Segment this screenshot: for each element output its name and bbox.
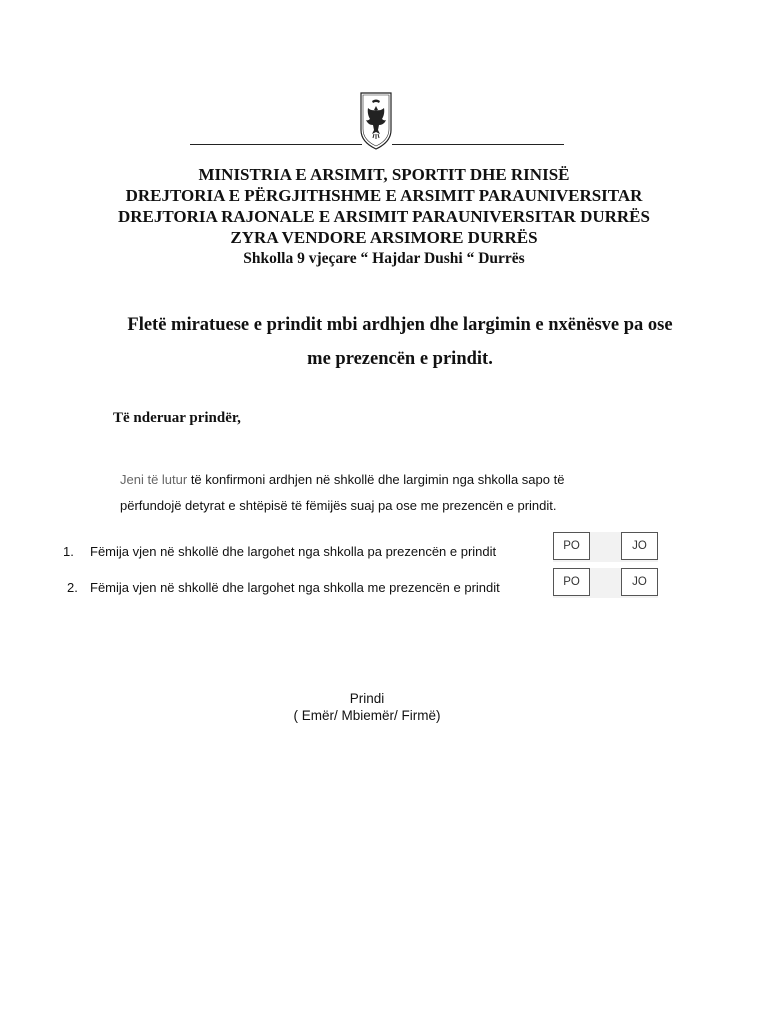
- option-number: 1.: [63, 544, 74, 559]
- intro-lead: Jeni të lutur: [120, 472, 188, 487]
- intro-paragraph: [120, 467, 600, 519]
- option-1-yes-checkbox[interactable]: PO: [553, 532, 590, 560]
- title-line-1: Fletë miratuese e prindit mbi ardhjen dhe largimin e nxënësve pa ose: [127, 315, 673, 335]
- signature-block: [0, 690, 734, 724]
- directorate-general-line: DREJTORIA E PËRGJITHSHME E ARSIMIT PARAUNIVERSITAR: [125, 186, 643, 205]
- option-text: Fëmija vjen në shkollë dhe largohet nga shkolla pa prezencën e prindit: [90, 544, 497, 559]
- header-rule-right: [392, 144, 564, 145]
- signature-hint: ( Emër/ Mbiemër/ Firmë): [293, 708, 441, 723]
- intro-rest: të konfirmoni ardhjen në shkollë dhe largimin nga shkolla sapo të: [187, 472, 565, 487]
- option-number: 2.: [67, 580, 78, 595]
- header-rule-left: [190, 144, 362, 145]
- document-title: [100, 308, 700, 376]
- intro-line-2: përfundojë detyrat e shtëpisë të fëmijës suaj pa ose me prezencën e prindit.: [120, 498, 557, 513]
- option-2-yes-checkbox[interactable]: PO: [553, 568, 590, 596]
- option-text: Fëmija vjen në shkollë dhe largohet nga shkolla me prezencën e prindit: [90, 580, 500, 595]
- title-line-2: me prezencën e prindit.: [307, 349, 493, 369]
- albanian-coat-of-arms-icon: [360, 92, 392, 150]
- option-2-no-checkbox[interactable]: JO: [621, 568, 658, 596]
- local-office-line: ZYRA VENDORE ARSIMORE DURRËS: [230, 228, 538, 247]
- school-name: Shkolla 9 vjeçare “ Hajdar Dushi “ Durrës: [243, 250, 525, 267]
- option-2-choices: [553, 568, 658, 598]
- intro-line-1: [120, 467, 600, 493]
- option-1-choices: [553, 532, 658, 562]
- document-header: [0, 164, 768, 269]
- option-1-no-checkbox[interactable]: JO: [621, 532, 658, 560]
- regional-directorate-line: DREJTORIA RAJONALE E ARSIMIT PARAUNIVERSITAR DURRËS: [118, 207, 650, 226]
- ministry-line: MINISTRIA E ARSIMIT, SPORTIT DHE RINISË: [198, 165, 570, 184]
- greeting: Të nderuar prindër,: [113, 410, 241, 426]
- signature-label: Prindi: [349, 691, 385, 706]
